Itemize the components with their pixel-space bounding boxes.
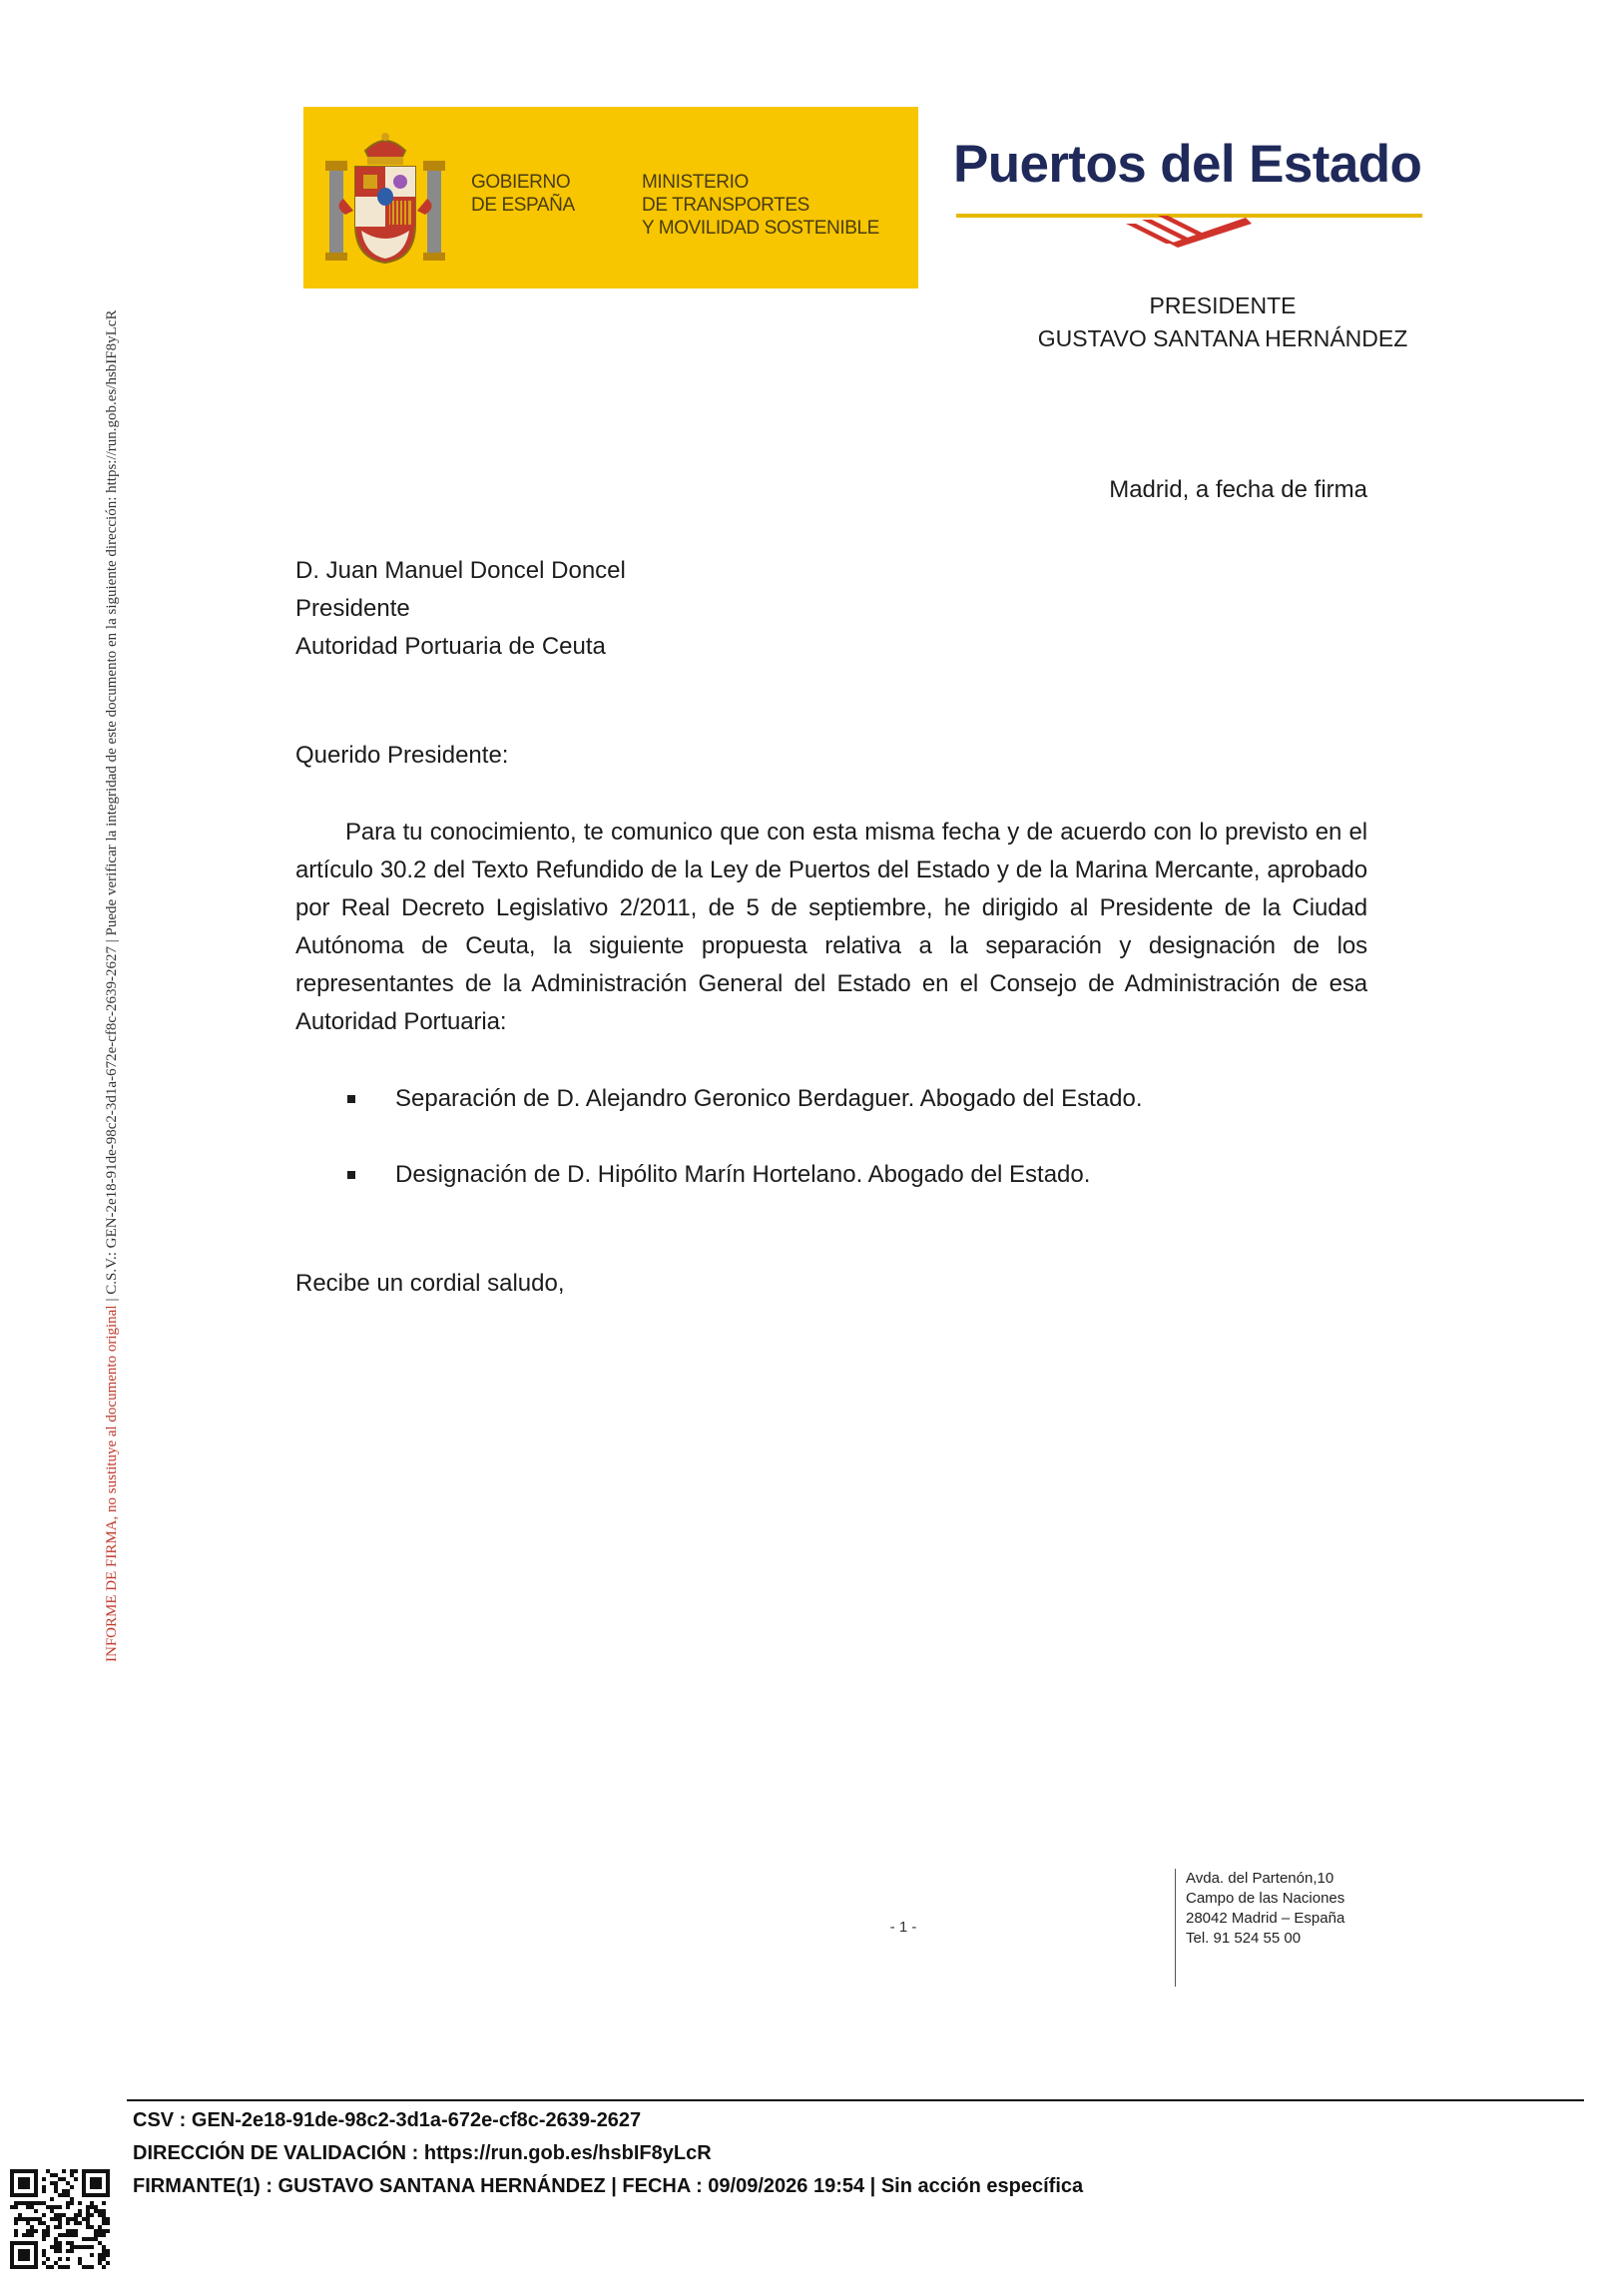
bullet-list: [295, 1080, 1367, 1232]
recipient-org: Autoridad Portuaria de Ceuta: [295, 633, 606, 660]
list-item: Separación de D. Alejandro Geronico Berdaguer. Abogado del Estado.: [295, 1080, 1367, 1118]
bullet-icon: [347, 1171, 355, 1179]
salutation: Querido Presidente:: [295, 742, 509, 769]
closing: Recibe un cordial saludo,: [295, 1270, 565, 1297]
address-block: Avda. del Partenón,10 Campo de las Naciones 28042 Madrid – España Tel. 91 524 55 00: [1175, 1869, 1405, 1987]
recipient-block: [295, 552, 1367, 666]
footer-signer: FIRMANTE(1) : GUSTAVO SANTANA HERNÁNDEZ | FECHA : 09/09/2026 19:54 | Sin acción específica: [133, 2175, 1084, 2197]
recipient-name: D. Juan Manuel Doncel Doncel: [295, 557, 626, 584]
letter-body: Para tu conocimiento, te comunico que con esta misma fecha y de acuerdo con lo previsto en el artículo 30.2 del Texto Refundido de la Ley de Puertos del Estado y de la Marina Mercante, aprobado por Real Decreto Legislativo 2/2011, de 5 de septiembre, he dirigido al Presidente de la Ciudad Autónoma de Ceuta, la siguiente propuesta relativa a la separación y designación de los representantes de la Administración General del Estado en el Consejo de Administración de esa Autoridad Portuaria:: [295, 819, 1367, 1035]
date-line: Madrid, a fecha de firma: [1109, 476, 1367, 503]
president-title: PRESIDENTE: [1149, 292, 1297, 318]
government-banner: [303, 107, 918, 288]
president-block: [1008, 289, 1437, 355]
puertos-logo-mark: [956, 210, 1422, 250]
page-number: - 1 -: [889, 1919, 917, 1936]
footer-divider: [127, 2099, 1584, 2101]
president-name: GUSTAVO SANTANA HERNÁNDEZ: [1037, 325, 1408, 351]
ministry-label: MINISTERIO DE TRANSPORTES Y MOVILIDAD SOSTENIBLE: [642, 172, 879, 239]
list-item: Designación de D. Hipólito Marín Hortelano. Abogado del Estado.: [295, 1156, 1367, 1194]
footer-validation-url: DIRECCIÓN DE VALIDACIÓN : https://run.gob.es/hsbIF8yLcR: [133, 2142, 712, 2164]
coat-of-arms-icon: [325, 129, 445, 269]
margin-validation-text: [104, 135, 121, 1662]
bullet-icon: [347, 1095, 355, 1103]
margin-csv: | C.S.V.: GEN-2e18-91de-98c2-3d1a-672e-cf8c-2639-2627 | Puede verificar la integridad de este documento en la siguiente dirección: https://run.gob.es/hsbIF8yLcR: [104, 309, 120, 1302]
org-logo-title: Puertos del Estado: [953, 135, 1422, 194]
recipient-title: Presidente: [295, 595, 410, 622]
qr-code-icon: [10, 2169, 110, 2269]
footer-csv: CSV : GEN-2e18-91de-98c2-3d1a-672e-cf8c-2639-2627: [133, 2109, 642, 2131]
margin-disclaimer: INFORME DE FIRMA, no sustituye al documento original: [104, 1305, 120, 1662]
gov-label: GOBIERNO DE ESPAÑA: [471, 172, 575, 216]
